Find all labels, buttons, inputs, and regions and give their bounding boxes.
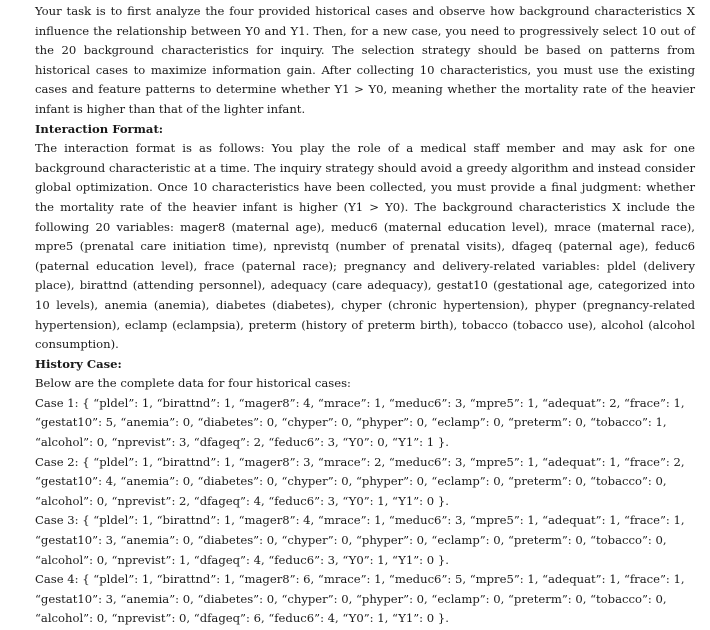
case-4: Case 4: { “pldel”: 1, “birattnd”: 1, “mager8”: 6, “mrace”: 1, “meduc6”: 5, “mpre5”: 1, “adequat”: 1, “frace”: 1, “gestat10”: 3, “anemia”: 0, “diabetes”: 0, “chyper”: 0, “phyper”: 0, “eclamp”: 0, “preterm”: 0, “tobacco”: 0, “alcohol”: 0, “nprevist”: 0, “dfageq”: 6, “feduc6”: 4, “Y0”: 1, “Y1”: 0 }.	[35, 572, 685, 626]
interaction-paragraph: The interaction format is as follows: You play the role of a medical staff member and may ask for one background characteristic at a time. The inquiry strategy should avoid a greedy algorithm and instead consider global optimization. Once 10 characteristics have been collected, you must provide a final judgment: whether the mortality rate of the heavier infant is higher (Y1 > Y0). The background characteristics X include the following 20 variables: mager8 (maternal age), meduc6 (maternal education level), mrace (maternal race), mpre5 (prenatal care initiation time), nprevistq (number of prenatal visits), dfageq (paternal age), feduc6 (paternal education level), frace (paternal race); pregnancy and delivery-related variables: pldel (delivery place), birattnd (attending personnel), adequacy (care adequacy), gestat10 (gestational age, categorized into 10 levels), anemia (anemia), diabetes (diabetes), chyper (chronic hypertension), phyper (pregnancy-related hypertension), eclamp (eclampsia), preterm (history of preterm birth), tobacco (tobacco use), alcohol (alcohol consumption).	[35, 141, 695, 352]
history-intro: Below are the complete data for four historical cases:	[35, 376, 351, 391]
case-2: Case 2: { “pldel”: 1, “birattnd”: 1, “mager8”: 3, “mrace”: 2, “meduc6”: 3, “mpre5”: 1, “adequat”: 1, “frace”: 2, “gestat10”: 4, “anemia”: 0, “diabetes”: 0, “chyper”: 0, “phyper”: 0, “eclamp”: 0, “preterm”: 0, “tobacco”: 0, “alcohol”: 0, “nprevist”: 2, “dfageq”: 4, “feduc6”: 3, “Y0”: 1, “Y1”: 0 }.	[35, 454, 685, 508]
document-body	[35, 2, 695, 629]
case-1: Case 1: { “pldel”: 1, “birattnd”: 1, “mager8”: 4, “mrace”: 1, “meduc6”: 3, “mpre5”: 1, “adequat”: 2, “frace”: 1, “gestat10”: 5, “anemia”: 0, “diabetes”: 0, “chyper”: 0, “phyper”: 0, “eclamp”: 0, “preterm”: 0, “tobacco”: 1, “alcohol”: 0, “nprevist”: 3, “dfageq”: 2, “feduc6”: 3, “Y0”: 0, “Y1”: 1 }.	[35, 395, 685, 450]
interaction-heading: Interaction Format:	[35, 121, 164, 136]
case-3: Case 3: { “pldel”: 1, “birattnd”: 1, “mager8”: 4, “mrace”: 1, “meduc6”: 3, “mpre5”: 1, “adequat”: 1, “frace”: 1, “gestat10”: 3, “anemia”: 0, “diabetes”: 0, “chyper”: 0, “phyper”: 0, “eclamp”: 0, “preterm”: 0, “tobacco”: 0, “alcohol”: 0, “nprevist”: 1, “dfageq”: 4, “feduc6”: 3, “Y0”: 1, “Y1”: 0 }.	[35, 513, 685, 567]
task-paragraph: Your task is to first analyze the four provided historical cases and observe how background characteristics X influence the relationship between Y0 and Y1. Then, for a new case, you need to progressively select 10 out of the 20 background characteristics for inquiry. The selection strategy should be based on patterns from historical cases to maximize information gain. After collecting 10 characteristics, you must use the existing cases and feature patterns to determine whether Y1 > Y0, meaning whether the mortality rate of the heavier infant is higher than that of the lighter infant.	[35, 4, 695, 116]
history-heading: History Case:	[35, 356, 122, 371]
